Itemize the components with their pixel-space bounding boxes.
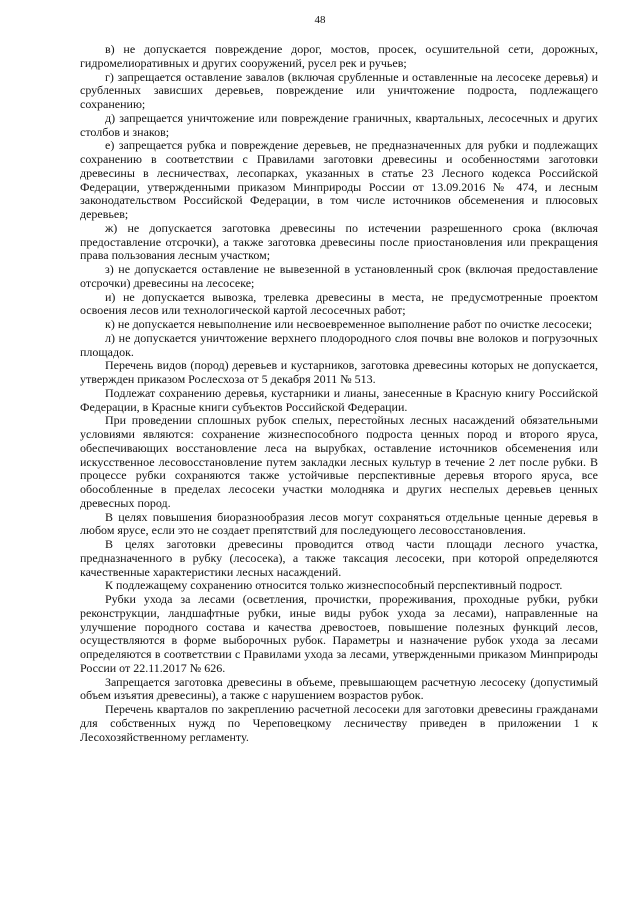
paragraph-biodiversity: В целях повышения биоразнообразия лесов могут сохраняться отдельные ценные деревья в любом ярусе, если это не создает препятствий для последующего лесовосстановления. — [80, 509, 598, 538]
paragraph-item-l: л) не допускается уничтожение верхнего плодородного слоя почвы вне волоков и погрузочных площадок. — [80, 330, 598, 359]
paragraph-allotment: В целях заготовки древесины проводится отвод части площади лесного участка, предназначенного в рубку (лесосека), а также таксация лесосеки, при которой определяются качественные характеристики лесных насаждений. — [80, 537, 598, 579]
paragraph-item-zh: ж) не допускается заготовка древесины по истечении разрешенного срока (включая предоставление отсрочки), а также заготовка древесины после приостановления или прекращения права пользования лесным участком; — [80, 220, 598, 263]
paragraph-item-z: з) не допускается оставление не вывезенной в установленный срок (включая предоставление отсрочки) древесины на лесосеке; — [80, 262, 598, 290]
document-body — [80, 43, 598, 744]
paragraph-item-i: и) не допускается вывозка, трелевка древесины в места, не предусмотренные проектом освоения лесов или технологической картой лесосечных работ; — [80, 289, 598, 318]
paragraph-item-v: в) не допускается повреждение дорог, мостов, просек, осушительной сети, дорожных, гидромелиоративных и других сооружений, русел рек и ручьев; — [80, 42, 598, 70]
page-number: 48 — [314, 14, 326, 26]
paragraph-thinning: Рубки ухода за лесами (осветления, прочистки, прореживания, проходные рубки, рубки реконструкции, ландшафтные рубки, иные виды рубок ухода за лесами), направленные на улучшение породного состава и качества древостоев, повышение полезных функций лесов, осуществляются в форме выборочных рубок. Параметры и назначение рубок ухода за лесами определяются в соответствии с Правилами ухода за лесами, утвержденными приказом Минприроды России от 22.11.2017 № 626. — [80, 592, 598, 675]
paragraph-item-g: г) запрещается оставление завалов (включая срубленные и оставленные на лесосеке деревья) и срубленных зависших деревьев, повреждение или уничтожение подроста, подлежащего сохранению; — [80, 69, 598, 111]
paragraph-appendix-ref: Перечень кварталов по закреплению расчетной лесосеки для заготовки древесины гражданами для собственных нужд по Череповецкому лесничеству приведен в приложении 1 к Лесохозяйственному регламенту. — [80, 702, 598, 744]
paragraph-clear-cutting: При проведении сплошных рубок спелых, перестойных лесных насаждений обязательными условиями являются: сохранение жизнеспособного подроста ценных пород и второго яруса, обеспечивающих восстановление леса на вырубках, оставление источников обсеменения или искусственное лесовосстановление путем закладки лесных культур в течение 2 лет после рубки. В процессе рубки сохраняются также устойчивые перспективные деревья второго яруса, все обособленные в пределах лесосеки участки молодняка и других неспелых деревьев ценных древесных пород. — [80, 413, 598, 510]
paragraph-volume-limit: Запрещается заготовка древесины в объеме, превышающем расчетную лесосеку (допустимый объем изъятия древесины), а также с нарушением возрастов рубок. — [80, 674, 598, 703]
paragraph-red-book: Подлежат сохранению деревья, кустарники и лианы, занесенные в Красную книгу Российской Федерации, в Красные книги субъектов Российской Федерации. — [80, 385, 598, 414]
paragraph-item-e: е) запрещается рубка и повреждение деревьев, не предназначенных для рубки и подлежащих сохранению в соответствии с Правилами заготовки древесины и особенностями заготовки древесины в лесничествах, лесопарках, указанных в статье 23 Лесного кодекса Российской Федерации, утвержденными приказом Минприроды России от 13.09.2016 № 474, и лесным законодательством Российской Федерации, в том числе источников обсеменения и плюсовых деревьев; — [80, 138, 598, 221]
paragraph-undergrowth: К подлежащему сохранению относится только жизнеспособный перспективный подрост. — [105, 578, 563, 593]
paragraph-item-k: к) не допускается невыполнение или несвоевременное выполнение работ по очистке лесосеки; — [105, 317, 593, 331]
paragraph-item-d: д) запрещается уничтожение или повреждение граничных, квартальных, лесосечных и других столбов и знаков; — [80, 110, 598, 139]
paragraph-species-list: Перечень видов (пород) деревьев и кустарников, заготовка древесины которых не допускается, утвержден приказом Рослесхоза от 5 декабря 2011 № 513. — [80, 358, 598, 386]
